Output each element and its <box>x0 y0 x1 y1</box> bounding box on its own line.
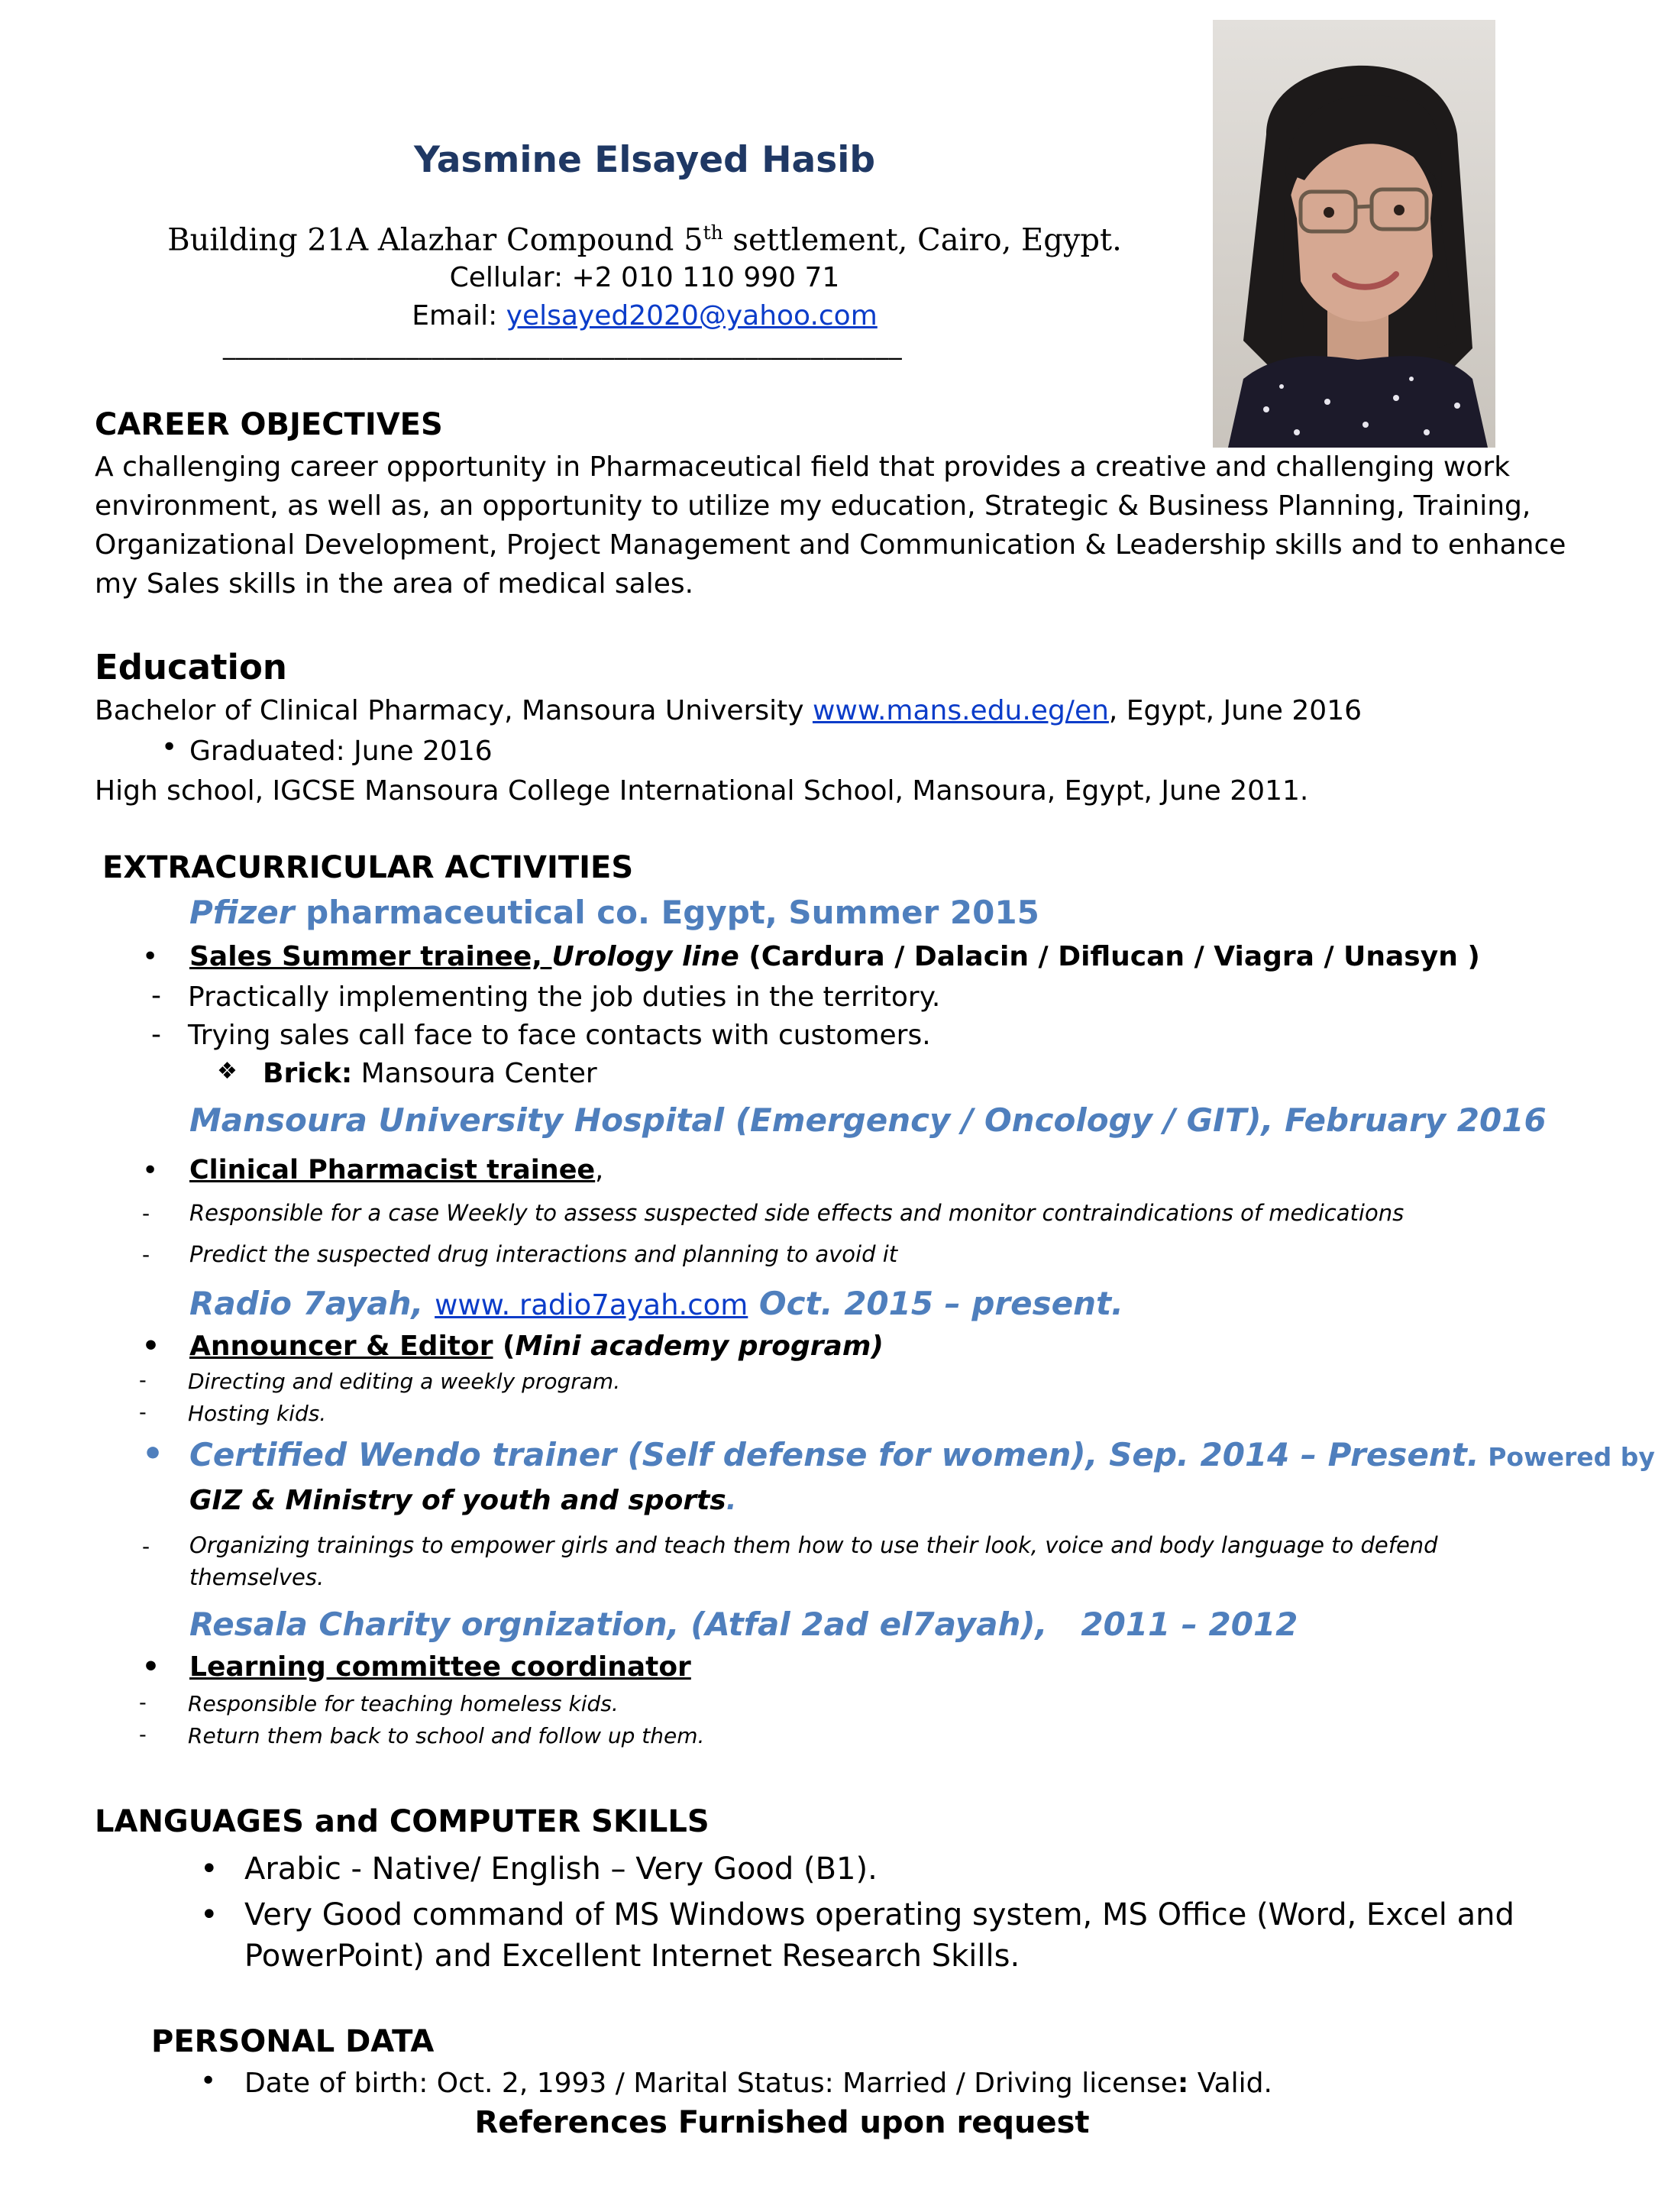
radio-duty: Hosting kids. <box>188 1401 327 1426</box>
dash-icon: - <box>142 1534 150 1559</box>
address-ordinal: th <box>703 222 723 244</box>
pfizer-role: Sales Summer trainee, <box>189 941 552 972</box>
wendo-title: Certified Wendo trainer (Self defense for women), Sep. 2014 – Present. <box>189 1436 1479 1473</box>
education-graduated: Graduated: June 2016 <box>189 736 493 767</box>
wendo-duty-cont: themselves. <box>189 1564 325 1590</box>
personal-info-valid: Valid. <box>1188 2068 1272 2099</box>
degree-text: Bachelor of Clinical Pharmacy, Mansoura University <box>95 695 813 726</box>
radio-program-open: ( <box>493 1331 516 1362</box>
resala-role: Learning committee coordinator <box>189 1651 691 1683</box>
radio-role-line <box>189 1331 884 1362</box>
resala-duty: Return them back to school and follow up them. <box>188 1723 705 1748</box>
bullet-icon: • <box>142 1155 159 1186</box>
bullet-icon: • <box>200 2065 217 2097</box>
dash-icon: - <box>151 980 161 1011</box>
candidate-name: Yasmine Elsayed Hasib <box>414 139 875 181</box>
email-line <box>0 300 1289 331</box>
pfizer-duty: Trying sales call face to face contacts with customers. <box>188 1020 931 1051</box>
cellular: Cellular: +2 010 110 990 71 <box>449 262 840 293</box>
radio-role: Announcer & Editor <box>189 1331 493 1362</box>
header-rule: ____________________________________________________ <box>223 330 903 360</box>
dash-icon: - <box>139 1369 147 1392</box>
profile-photo-image <box>1213 20 1495 448</box>
personal-info-colon: : <box>1177 2068 1189 2099</box>
pfizer-role-line <box>189 941 1480 972</box>
diamond-bullet-icon: ❖ <box>217 1058 238 1085</box>
personal-info-text: Date of birth: Oct. 2, 1993 / Marital Status: Married / Driving license <box>244 2068 1178 2099</box>
bullet-icon: • <box>142 1434 164 1473</box>
wendo-giz-dot: . <box>726 1485 737 1516</box>
org-resala: Resala Charity orgnization, (Atfal 2ad el7ayah), 2011 – 2012 <box>189 1606 1298 1643</box>
section-title-personal: PERSONAL DATA <box>151 2024 435 2059</box>
language-skill: Arabic - Native/ English – Very Good (B1). <box>244 1851 878 1887</box>
mansoura-role: Clinical Pharmacist trainee <box>189 1155 596 1185</box>
address-main: Building 21A Alazhar Compound 5 <box>167 222 703 258</box>
bullet-icon: • <box>142 941 159 972</box>
brick-label: Brick: <box>263 1058 353 1089</box>
career-line: my Sales skills in the area of medical sales. <box>95 568 694 600</box>
personal-info <box>244 2064 1272 2103</box>
computer-skill: Very Good command of MS Windows operating system, MS Office (Word, Excel and <box>244 1897 1514 1932</box>
bullet-icon: • <box>200 1897 218 1932</box>
career-line: environment, as well as, an opportunity to utilize my education, Strategic & Business Planning, Training, <box>95 490 1531 522</box>
bullet-icon: • <box>200 1851 218 1887</box>
bullet-icon: • <box>142 1331 160 1362</box>
wendo-giz: GIZ & Ministry of youth and sports <box>189 1485 726 1516</box>
bullet-icon: • <box>161 732 178 763</box>
org-pfizer <box>189 894 1039 931</box>
section-title-extracurricular: EXTRACURRICULAR ACTIVITIES <box>102 850 634 885</box>
address-rest: settlement, Cairo, Egypt. <box>722 222 1122 258</box>
degree-date: , Egypt, June 2016 <box>1108 695 1362 726</box>
computer-skill-cont: PowerPoint) and Excellent Internet Research Skills. <box>244 1939 1020 1974</box>
pfizer-products: (Cardura / Dalacin / Diflucan / Viagra / Unasyn ) <box>739 941 1480 972</box>
radio-name: Radio 7ayah, <box>189 1285 435 1322</box>
resala-duty: Responsible for teaching homeless kids. <box>188 1691 619 1716</box>
education-high-school: High school, IGCSE Mansoura College International School, Mansoura, Egypt, June 2011. <box>95 775 1309 807</box>
profile-photo <box>1213 20 1495 448</box>
section-title-education: Education <box>95 647 287 687</box>
radio-dates: Oct. 2015 – present. <box>748 1285 1124 1322</box>
org-pfizer-name: Pfizer <box>189 894 295 931</box>
bullet-icon: • <box>142 1651 160 1683</box>
radio-link[interactable]: www. radio7ayah.com <box>435 1289 748 1321</box>
org-pfizer-rest: pharmaceutical co. Egypt, Summer 2015 <box>294 894 1039 931</box>
education-degree <box>95 691 1362 730</box>
mansoura-role-line <box>189 1155 603 1185</box>
career-line: Organizational Development, Project Management and Communication & Leadership skills and to enhance <box>95 529 1566 561</box>
org-mansoura-hospital: Mansoura University Hospital (Emergency / Oncology / GIT), February 2016 <box>189 1101 1547 1139</box>
career-line: A challenging career opportunity in Pharmaceutical field that provides a creative and challenging work <box>95 451 1511 483</box>
wendo-duty: Organizing trainings to empower girls and teach them how to use their look, voice and body language to defend <box>189 1532 1438 1558</box>
pfizer-duty: Practically implementing the job duties in the territory. <box>188 981 941 1013</box>
brick-value: Mansoura Center <box>352 1058 597 1089</box>
section-title-languages: LANGUAGES and COMPUTER SKILLS <box>95 1804 710 1839</box>
mansoura-duty: Predict the suspected drug interactions and planning to avoid it <box>189 1241 898 1267</box>
email-label: Email: <box>412 300 506 331</box>
pfizer-line: Urology line <box>551 941 739 972</box>
dash-icon: - <box>139 1723 147 1747</box>
mansoura-duty: Responsible for a case Weekly to assess suspected side effects and monitor contraindications of medications <box>189 1200 1404 1226</box>
section-title-career: CAREER OBJECTIVES <box>95 407 443 442</box>
radio-program: Mini academy program) <box>515 1331 884 1362</box>
dash-icon: - <box>142 1201 150 1226</box>
dash-icon: - <box>151 1019 161 1050</box>
pfizer-brick <box>263 1054 597 1093</box>
mansoura-role-comma: , <box>595 1155 604 1185</box>
dash-icon: - <box>139 1691 147 1715</box>
wendo-powered: Powered by <box>1479 1442 1655 1472</box>
wendo-giz-line <box>189 1485 736 1516</box>
email-link[interactable]: yelsayed2020@yahoo.com <box>506 300 878 331</box>
org-radio <box>189 1285 1123 1322</box>
dash-icon: - <box>139 1401 147 1425</box>
radio-duty: Directing and editing a weekly program. <box>188 1369 621 1394</box>
wendo-title-line <box>189 1436 1655 1473</box>
dash-icon: - <box>142 1242 150 1267</box>
university-link[interactable]: www.mans.edu.eg/en <box>812 695 1109 726</box>
address <box>0 222 1289 257</box>
references-note: References Furnished upon request <box>474 2105 1090 2140</box>
